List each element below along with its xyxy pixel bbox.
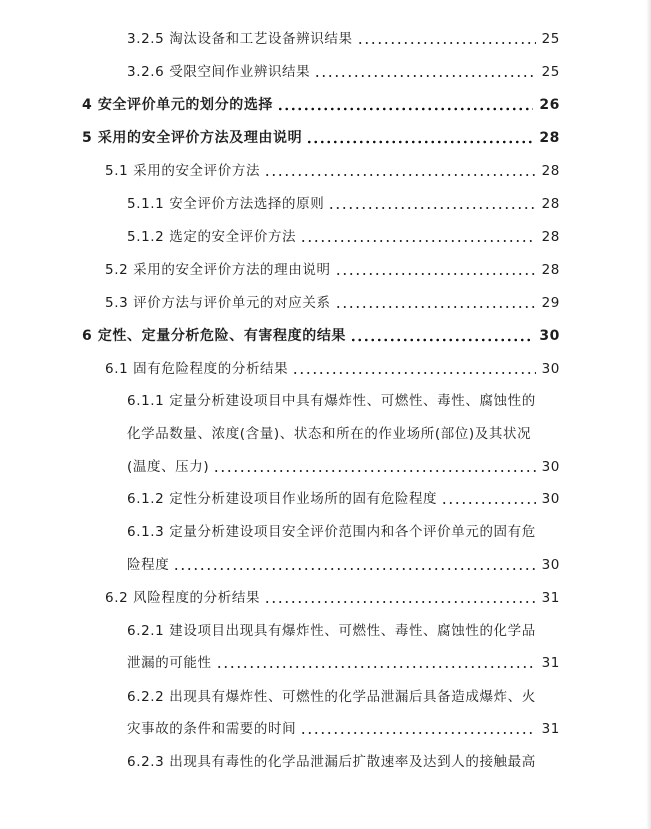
- toc-entry-6-1-1-line1[interactable]: 6.1.1 定量分析建设项目中具有爆炸性、可燃性、毒性、腐蚀性的: [127, 393, 536, 409]
- toc-entry-page: 30: [541, 491, 560, 507]
- toc-entry-page: 26: [539, 97, 560, 113]
- toc-entry-5-2[interactable]: [105, 259, 560, 281]
- toc-entry-5-1-2[interactable]: [127, 226, 560, 248]
- toc-entry-6-1[interactable]: [105, 358, 560, 380]
- toc-entry-label: 泄漏的可能性: [127, 655, 212, 671]
- toc-entry-label: 5.2 采用的安全评价方法的理由说明: [105, 262, 331, 278]
- toc-entry-page: 31: [541, 590, 560, 606]
- leader-dots: [173, 567, 535, 571]
- toc-entry-6-1-1[interactable]: [127, 456, 560, 478]
- toc-entry-5-1[interactable]: [105, 160, 560, 182]
- toc-entry-6-1-3[interactable]: [127, 554, 560, 576]
- leader-dots: [213, 469, 535, 473]
- leader-dots: [292, 371, 535, 375]
- toc-entry-page: 31: [541, 655, 560, 671]
- toc-entry-6-2-3-line1[interactable]: 6.2.3 出现具有毒性的化学品泄漏后扩散速率及达到人的接触最高: [127, 754, 536, 770]
- toc-entry-page: 30: [541, 557, 560, 573]
- toc-entry-label: 4 安全评价单元的划分的选择: [82, 97, 274, 113]
- toc-entry-6-2[interactable]: [105, 587, 560, 609]
- toc-entry-page: 30: [541, 459, 560, 475]
- toc-entry-6-2-2-line1[interactable]: 6.2.2 出现具有爆炸性、可燃性的化学品泄漏后具备造成爆炸、火: [127, 689, 536, 705]
- toc-entry-page: 28: [539, 130, 560, 146]
- toc-entry-label: 5 采用的安全评价方法及理由说明: [82, 130, 303, 146]
- toc-entry-page: 30: [539, 328, 560, 344]
- toc-entry-5-1-1[interactable]: [127, 193, 560, 215]
- leader-dots: [306, 140, 533, 144]
- toc-entry-label: 5.1.1 安全评价方法选择的原则: [127, 196, 325, 212]
- toc-entry-6-1-3-line1[interactable]: 6.1.3 定量分析建设项目安全评价范围内和各个评价单元的固有危: [127, 524, 536, 540]
- toc-entry-6[interactable]: [82, 325, 560, 347]
- toc-entry-6-2-2[interactable]: [127, 718, 560, 740]
- toc-entry-page: 28: [541, 163, 560, 179]
- toc-entry-6-2-1[interactable]: [127, 652, 560, 674]
- leader-dots: [264, 600, 536, 604]
- toc-entry-5[interactable]: [82, 127, 560, 149]
- leader-dots: [216, 665, 536, 669]
- leader-dots: [314, 74, 535, 78]
- toc-entry-label: 5.1 采用的安全评价方法: [105, 163, 261, 179]
- toc-entry-label: 3.2.5 淘汰设备和工艺设备辨识结果: [127, 31, 353, 47]
- leader-dots: [328, 206, 535, 210]
- toc-entry-label: 灾事故的条件和需要的时间: [127, 721, 297, 737]
- leader-dots: [264, 173, 536, 177]
- toc-entry-page: 28: [541, 229, 560, 245]
- leader-dots: [357, 41, 536, 45]
- toc-entry-page: 25: [541, 64, 560, 80]
- toc-entry-page: 31: [541, 721, 560, 737]
- leader-dots: [335, 272, 536, 276]
- toc-entry-6-2-1-line1[interactable]: 6.2.1 建设项目出现具有爆炸性、可燃性、毒性、腐蚀性的化学品: [127, 623, 536, 639]
- toc-entry-6-1-1-line2[interactable]: 化学品数量、浓度(含量)、状态和所在的作业场所(部位)及其状况: [127, 426, 532, 442]
- toc-entry-5-3[interactable]: [105, 292, 560, 314]
- leader-dots: [300, 239, 535, 243]
- toc-entry-page: 29: [541, 295, 560, 311]
- toc-entry-label: (温度、压力): [127, 459, 210, 475]
- toc-entry-3-2-5[interactable]: [127, 28, 560, 50]
- toc-entry-3-2-6[interactable]: [127, 61, 560, 83]
- leader-dots: [350, 338, 533, 342]
- leader-dots: [335, 305, 536, 309]
- toc-entry-page: 28: [541, 262, 560, 278]
- toc-entry-4[interactable]: [82, 94, 560, 116]
- toc-entry-page: 30: [541, 361, 560, 377]
- toc-entry-label: 6.1.2 定性分析建设项目作业场所的固有危险程度: [127, 491, 438, 507]
- leader-dots: [300, 731, 535, 735]
- page-edge-shadow: [646, 0, 651, 829]
- toc-entry-label: 5.1.2 选定的安全评价方法: [127, 229, 297, 245]
- toc-entry-page: 25: [541, 31, 560, 47]
- toc-entry-label: 6.2 风险程度的分析结果: [105, 590, 261, 606]
- toc-entry-6-1-2[interactable]: [127, 488, 560, 510]
- leader-dots: [277, 107, 533, 111]
- toc-entry-label: 6.1 固有危险程度的分析结果: [105, 361, 289, 377]
- leader-dots: [441, 501, 535, 505]
- toc-entry-label: 3.2.6 受限空间作业辨识结果: [127, 64, 311, 80]
- toc-entry-label: 5.3 评价方法与评价单元的对应关系: [105, 295, 331, 311]
- toc-entry-label: 险程度: [127, 557, 170, 573]
- toc-entry-page: 28: [541, 196, 560, 212]
- toc-entry-label: 6 定性、定量分析危险、有害程度的结果: [82, 328, 347, 344]
